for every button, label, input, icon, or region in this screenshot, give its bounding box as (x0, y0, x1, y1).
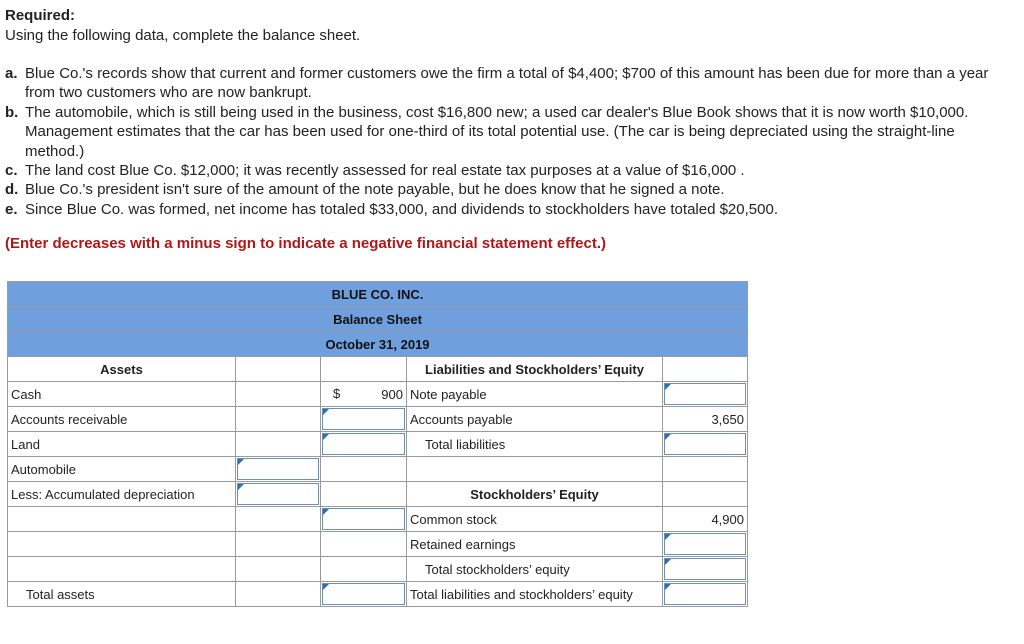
note-payable-label: Note payable (407, 382, 663, 407)
item-a (5, 64, 1015, 103)
item-label: a. (5, 65, 18, 82)
item-label: b. (5, 103, 19, 121)
accounts-receivable-label: Accounts receivable (8, 407, 236, 432)
instructions: Using the following data, complete the balance sheet. (5, 27, 361, 44)
item-d (5, 180, 1015, 199)
total-liabilities-input[interactable] (664, 433, 746, 455)
item-b (5, 103, 1015, 161)
liabilities-equity-header: Liabilities and Stockholders’ Equity (407, 357, 663, 382)
item-label: d. (5, 181, 19, 199)
company-name: BLUE CO. INC. (8, 282, 748, 307)
required-heading: Required: (5, 7, 76, 24)
total-stockholders-equity-input[interactable] (664, 558, 746, 580)
land-label: Land (8, 432, 236, 457)
balance-sheet-table (7, 281, 748, 607)
net-automobile-input[interactable] (322, 508, 405, 530)
problem-items (5, 64, 1015, 219)
automobile-input[interactable] (237, 458, 319, 480)
statement-date: October 31, 2019 (8, 332, 748, 357)
accounts-payable-value: 3,650 (663, 407, 748, 432)
total-liabilities-equity-label: Total liabilities and stockholders’ equity (407, 582, 663, 607)
total-stockholders-equity-label: Total stockholders’ equity (407, 557, 663, 582)
stockholders-equity-header: Stockholders’ Equity (407, 482, 663, 507)
item-label: c. (5, 162, 18, 180)
item-c (5, 161, 1015, 180)
accounts-payable-label: Accounts payable (407, 407, 663, 432)
entry-note: (Enter decreases with a minus sign to indicate a negative financial statement effect.) (5, 235, 607, 252)
common-stock-value: 4,900 (663, 507, 748, 532)
dollar-sign: $ (333, 386, 341, 401)
accumulated-depreciation-label: Less: Accumulated depreciation (8, 482, 236, 507)
assets-header: Assets (8, 357, 236, 382)
total-liabilities-equity-input[interactable] (664, 583, 746, 605)
land-input[interactable] (322, 433, 405, 455)
automobile-label: Automobile (8, 457, 236, 482)
statement-title: Balance Sheet (8, 307, 748, 332)
retained-earnings-input[interactable] (664, 533, 746, 555)
item-text: Blue Co.'s records show that current and former customers owe the firm a total of $4,400; $700 of this amount has been due for more than a year from two customers who are now bankrupt. (25, 65, 989, 102)
accounts-receivable-input[interactable] (322, 408, 405, 430)
retained-earnings-label: Retained earnings (407, 532, 663, 557)
cash-amount (321, 382, 407, 407)
item-label: e. (5, 200, 18, 218)
item-text: Since Blue Co. was formed, net income has totaled $33,000, and dividends to stockholders have totaled $20,500. (25, 200, 778, 218)
total-liabilities-label: Total liabilities (407, 432, 663, 457)
total-assets-label: Total assets (8, 582, 236, 607)
accumulated-depreciation-input[interactable] (237, 483, 319, 505)
item-text: Blue Co.'s president isn't sure of the amount of the note payable, but he does know that he signed a note. (25, 181, 725, 199)
item-e (5, 200, 1015, 219)
item-text: The land cost Blue Co. $12,000; it was recently assessed for real estate tax purposes at a value of $16,000 . (25, 162, 745, 180)
cash-value: 900 (381, 386, 403, 402)
common-stock-label: Common stock (407, 507, 663, 532)
total-assets-input[interactable] (322, 583, 405, 605)
cash-label: Cash (8, 382, 236, 407)
item-text: The automobile, which is still being used in the business, cost $16,800 new; a used car dealer's Blue Book shows that it is now worth $10,000. Management estimates that the car has been used for one-third of its total potential use. (The car is being depreciated using the straight-line method.) (25, 103, 969, 160)
note-payable-input[interactable] (664, 383, 746, 405)
